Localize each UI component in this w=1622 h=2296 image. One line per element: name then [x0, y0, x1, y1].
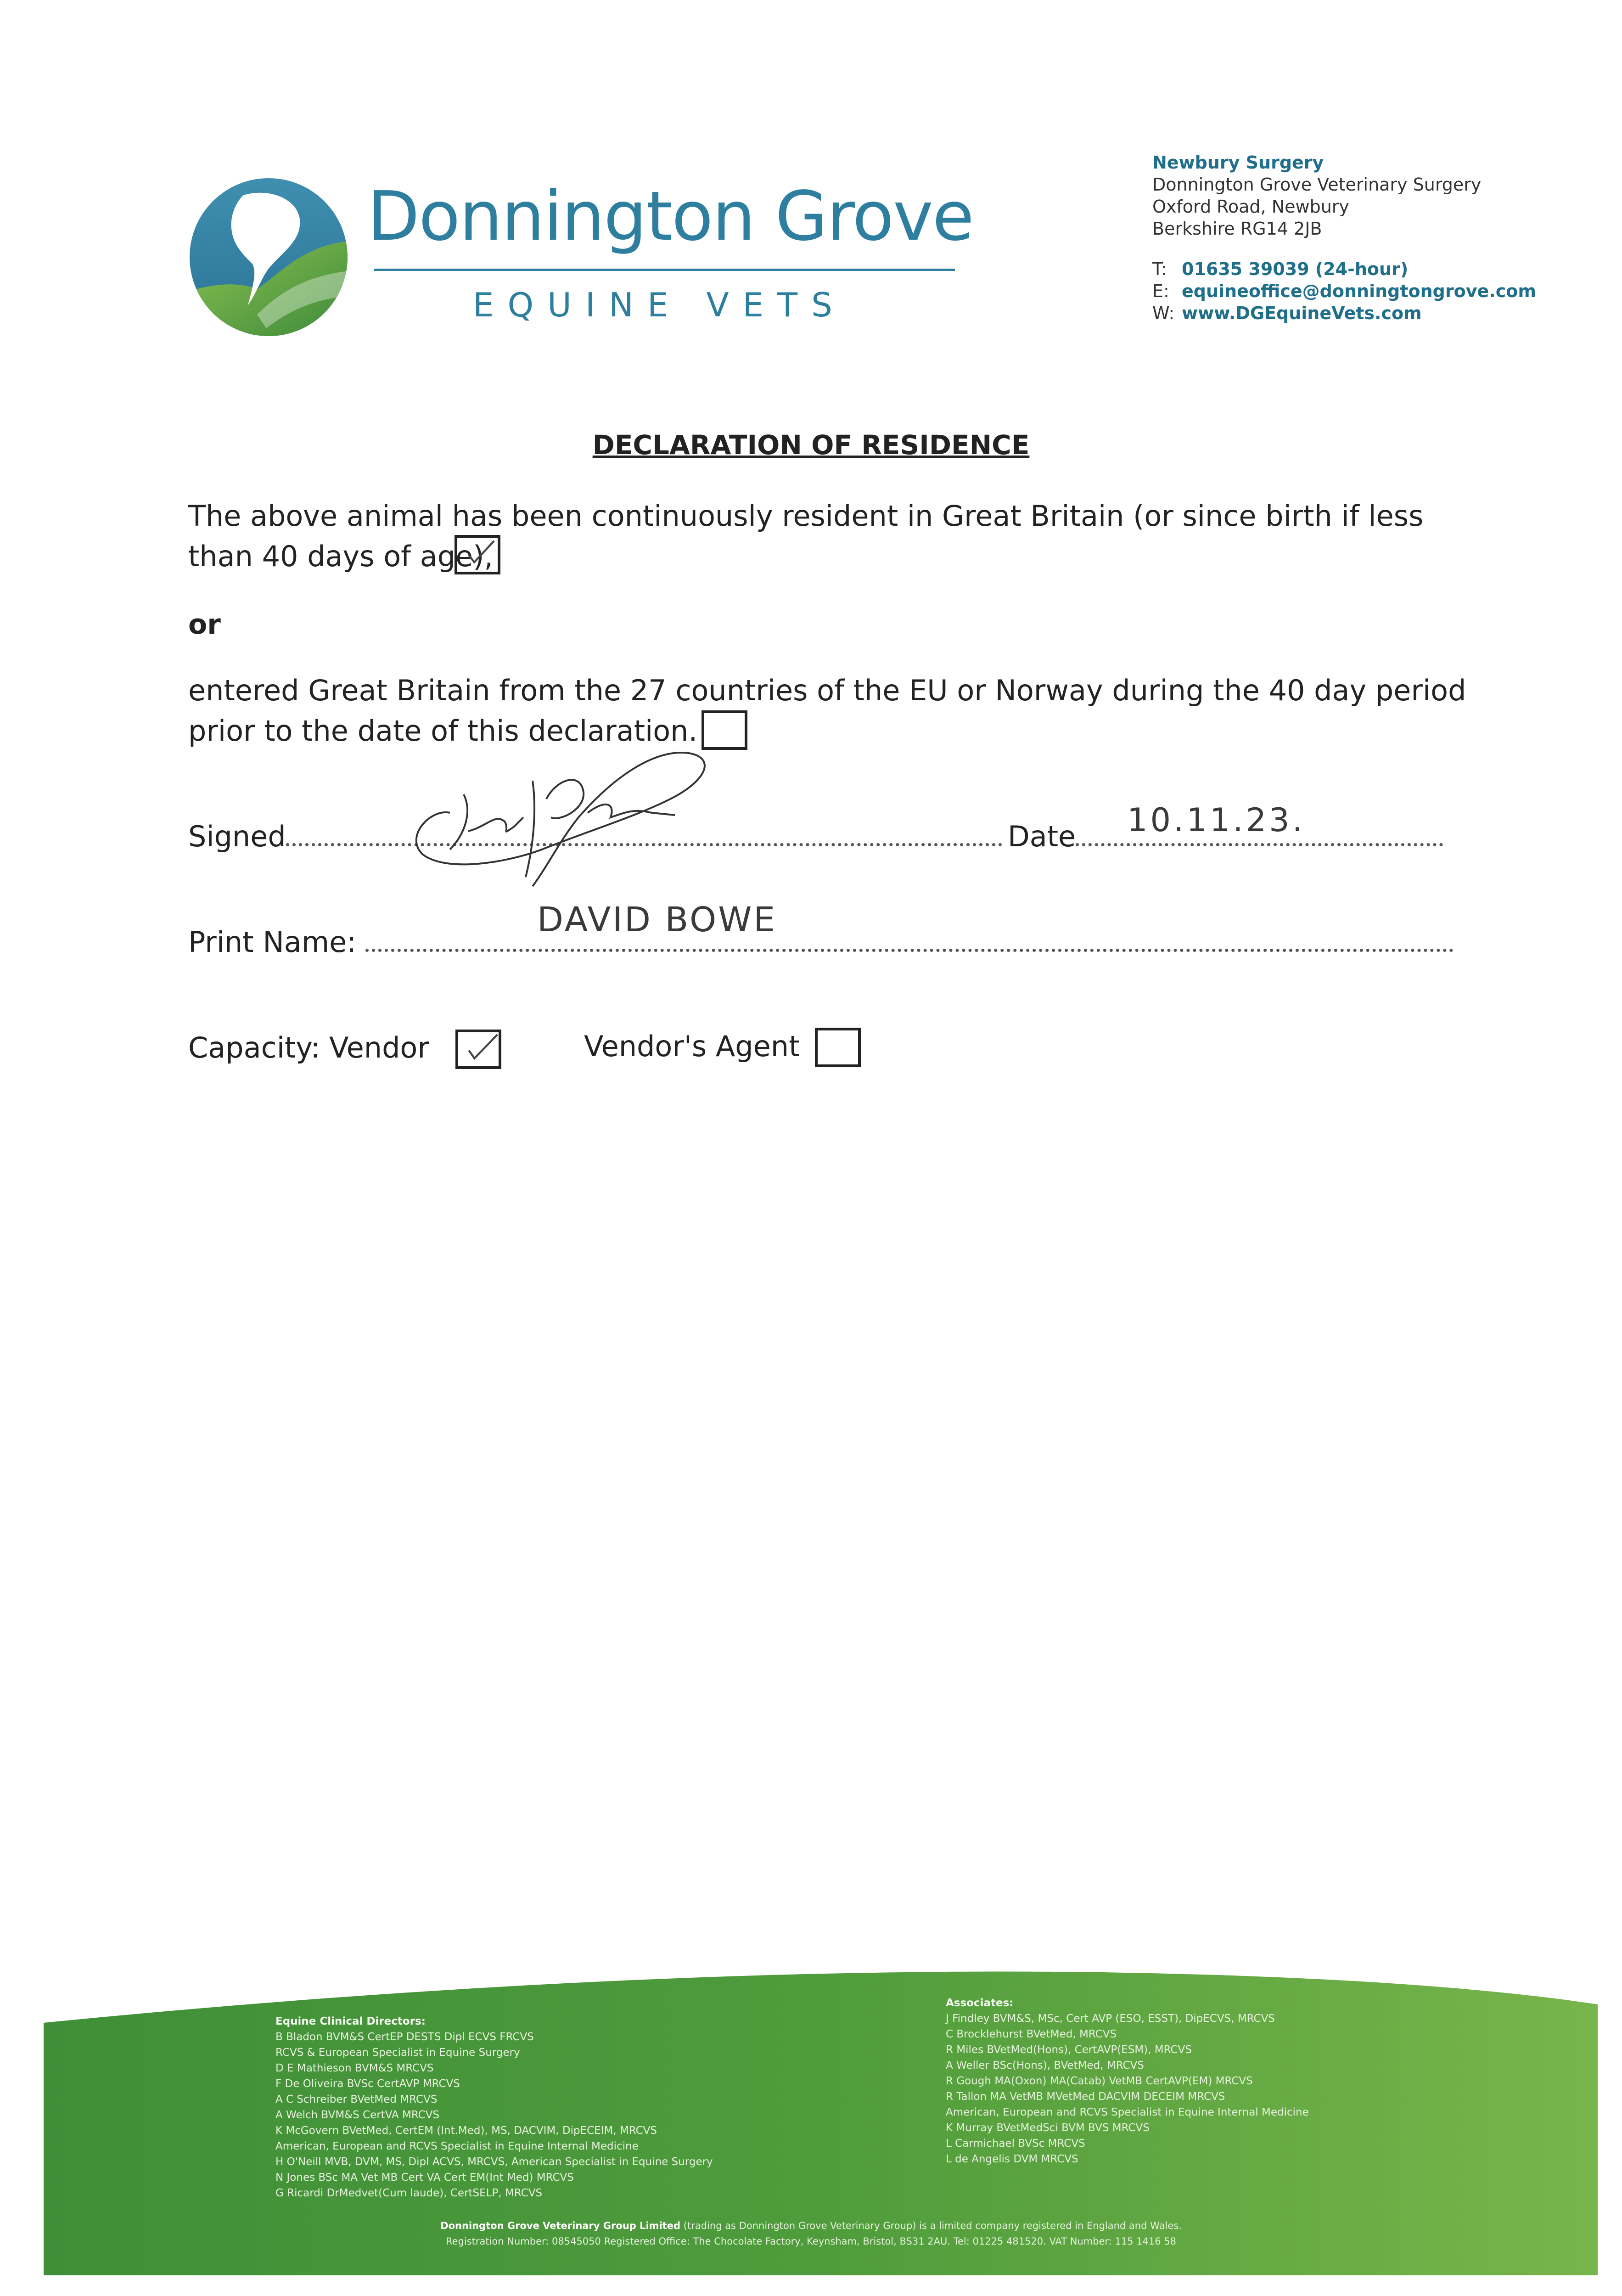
email-label: E:	[1152, 281, 1169, 301]
list-item: K McGovern BVetMed, CertEM (Int.Med), MS, DACVIM, DipECEIM, MRCVS	[275, 2125, 657, 2137]
option1-checkbox[interactable]	[455, 535, 500, 574]
web-line	[1152, 302, 1536, 324]
list-item: F De Oliveira BVSc CertAVP MRCVS	[275, 2078, 460, 2090]
legal-text-1: (trading as Donnington Grove Veterinary Group) is a limited company registered in England and Wales.	[683, 2220, 1182, 2231]
directors-heading: Equine Clinical Directors:	[275, 2015, 426, 2027]
check-mark-icon	[458, 1032, 499, 1066]
list-item: D E Mathieson BVM&S MRCVS	[275, 2062, 434, 2074]
address-line-2: Oxford Road, Newbury	[1152, 197, 1349, 217]
list-item: A Welch BVM&S CertVA MRCVS	[275, 2109, 440, 2121]
address-line-1: Donnington Grove Veterinary Surgery	[1152, 174, 1482, 195]
signed-label: Signed	[188, 820, 286, 853]
capacity-label: Capacity: Vendor	[188, 1031, 429, 1064]
brand-logo-icon	[188, 177, 349, 338]
list-item: C Brocklehurst BVetMed, MRCVS	[946, 2028, 1117, 2040]
declaration-title: DECLARATION OF RESIDENCE	[592, 429, 1030, 461]
option1-text: The above animal has been continuously resident in Great Britain (or since birth if less than 40 days of age),	[188, 499, 1424, 573]
address-line-3: Berkshire RG14 2JB	[1152, 219, 1322, 239]
list-item: G Ricardi DrMedvet(Cum laude), CertSELP, MRCVS	[275, 2187, 543, 2199]
check-mark-icon	[457, 538, 498, 572]
date-line[interactable]	[1076, 843, 1443, 846]
list-item: K Murray BVetMedSci BVM BVS MRCVS	[946, 2122, 1150, 2134]
list-item: A C Schreiber BVetMed MRCVS	[275, 2093, 438, 2105]
list-item: American, European and RCVS Specialist in Equine Internal Medicine	[946, 2106, 1309, 2118]
legal-line-2: Registration Number: 08545050 Registered Office: The Chocolate Factory, Keynsham, Bristol, BS31 2AU. Tel: 01225 481520. VAT Number: 115 1416 58	[445, 2236, 1177, 2247]
brand-name: Donnington Grove	[367, 177, 973, 256]
vendors-agent-label: Vendor's Agent	[584, 1030, 800, 1063]
list-item: R Gough MA(Oxon) MA(Catab) VetMB CertAVP(EM) MRCVS	[946, 2075, 1253, 2087]
brand-divider	[374, 269, 955, 271]
legal-line-1	[0, 2218, 1622, 2234]
print-name-line[interactable]	[365, 949, 1454, 952]
list-item: B Bladon BVM&S CertEP DESTS Dipl ECVS FRCVS	[275, 2031, 534, 2043]
associates-heading: Associates:	[946, 1997, 1014, 2009]
email-address: equineoffice@donningtongrove.com	[1182, 281, 1536, 301]
legal-notice	[0, 2218, 1622, 2249]
list-item: H O'Neill MVB, DVM, MS, Dipl ACVS, MRCVS, American Specialist in Equine Surgery	[275, 2156, 713, 2168]
list-item: R Miles BVetMed(Hons), CertAVP(ESM), MRCVS	[946, 2044, 1192, 2056]
web-label: W:	[1152, 303, 1175, 323]
surgery-name: Newbury Surgery	[1152, 152, 1324, 173]
phone-label: T:	[1152, 259, 1167, 279]
associates-list	[946, 1995, 1309, 2167]
vendors-agent-checkbox[interactable]	[815, 1028, 861, 1067]
phone-line	[1152, 258, 1536, 280]
list-item: J Findley BVM&S, MSc, Cert AVP (ESO, ESST), DipECVS, MRCVS	[946, 2013, 1275, 2025]
date-label: Date	[1008, 820, 1076, 853]
option2-text: entered Great Britain from the 27 countries of the EU or Norway during the 40 day period prior to the date of this declaration.	[188, 674, 1466, 748]
company-name: Donnington Grove Veterinary Group Limited	[440, 2220, 681, 2231]
list-item: N Jones BSc MA Vet MB Cert VA Cert EM(Int Med) MRCVS	[275, 2172, 574, 2183]
print-name-label: Print Name:	[188, 925, 357, 959]
email-line	[1152, 280, 1536, 302]
or-label: or	[188, 608, 221, 641]
date-value: 10.11.23.	[1127, 801, 1305, 839]
list-item: A Weller BSc(Hons), BVetMed, MRCVS	[946, 2060, 1144, 2071]
list-item: American, European and RCVS Specialist in Equine Internal Medicine	[275, 2140, 639, 2152]
print-name-value: DAVID BOWE	[537, 900, 777, 940]
list-item: R Tallon MA VetMB MVetMed DACVIM DECEIM MRCVS	[946, 2091, 1225, 2103]
website: www.DGEquineVets.com	[1182, 303, 1422, 323]
vendor-checkbox[interactable]	[455, 1030, 501, 1069]
brand-subtitle: EQUINE VETS	[473, 286, 846, 324]
signature-image	[395, 744, 744, 891]
phone-number: 01635 39039 (24-hour)	[1182, 259, 1409, 279]
print-name-field	[188, 925, 1454, 959]
list-item: RCVS & European Specialist in Equine Surgery	[275, 2047, 520, 2059]
contact-block	[1152, 152, 1536, 324]
directors-list	[275, 2014, 713, 2201]
list-item: L de Angelis DVM MRCVS	[946, 2153, 1078, 2165]
list-item: L Carmichael BVSc MRCVS	[946, 2138, 1085, 2150]
